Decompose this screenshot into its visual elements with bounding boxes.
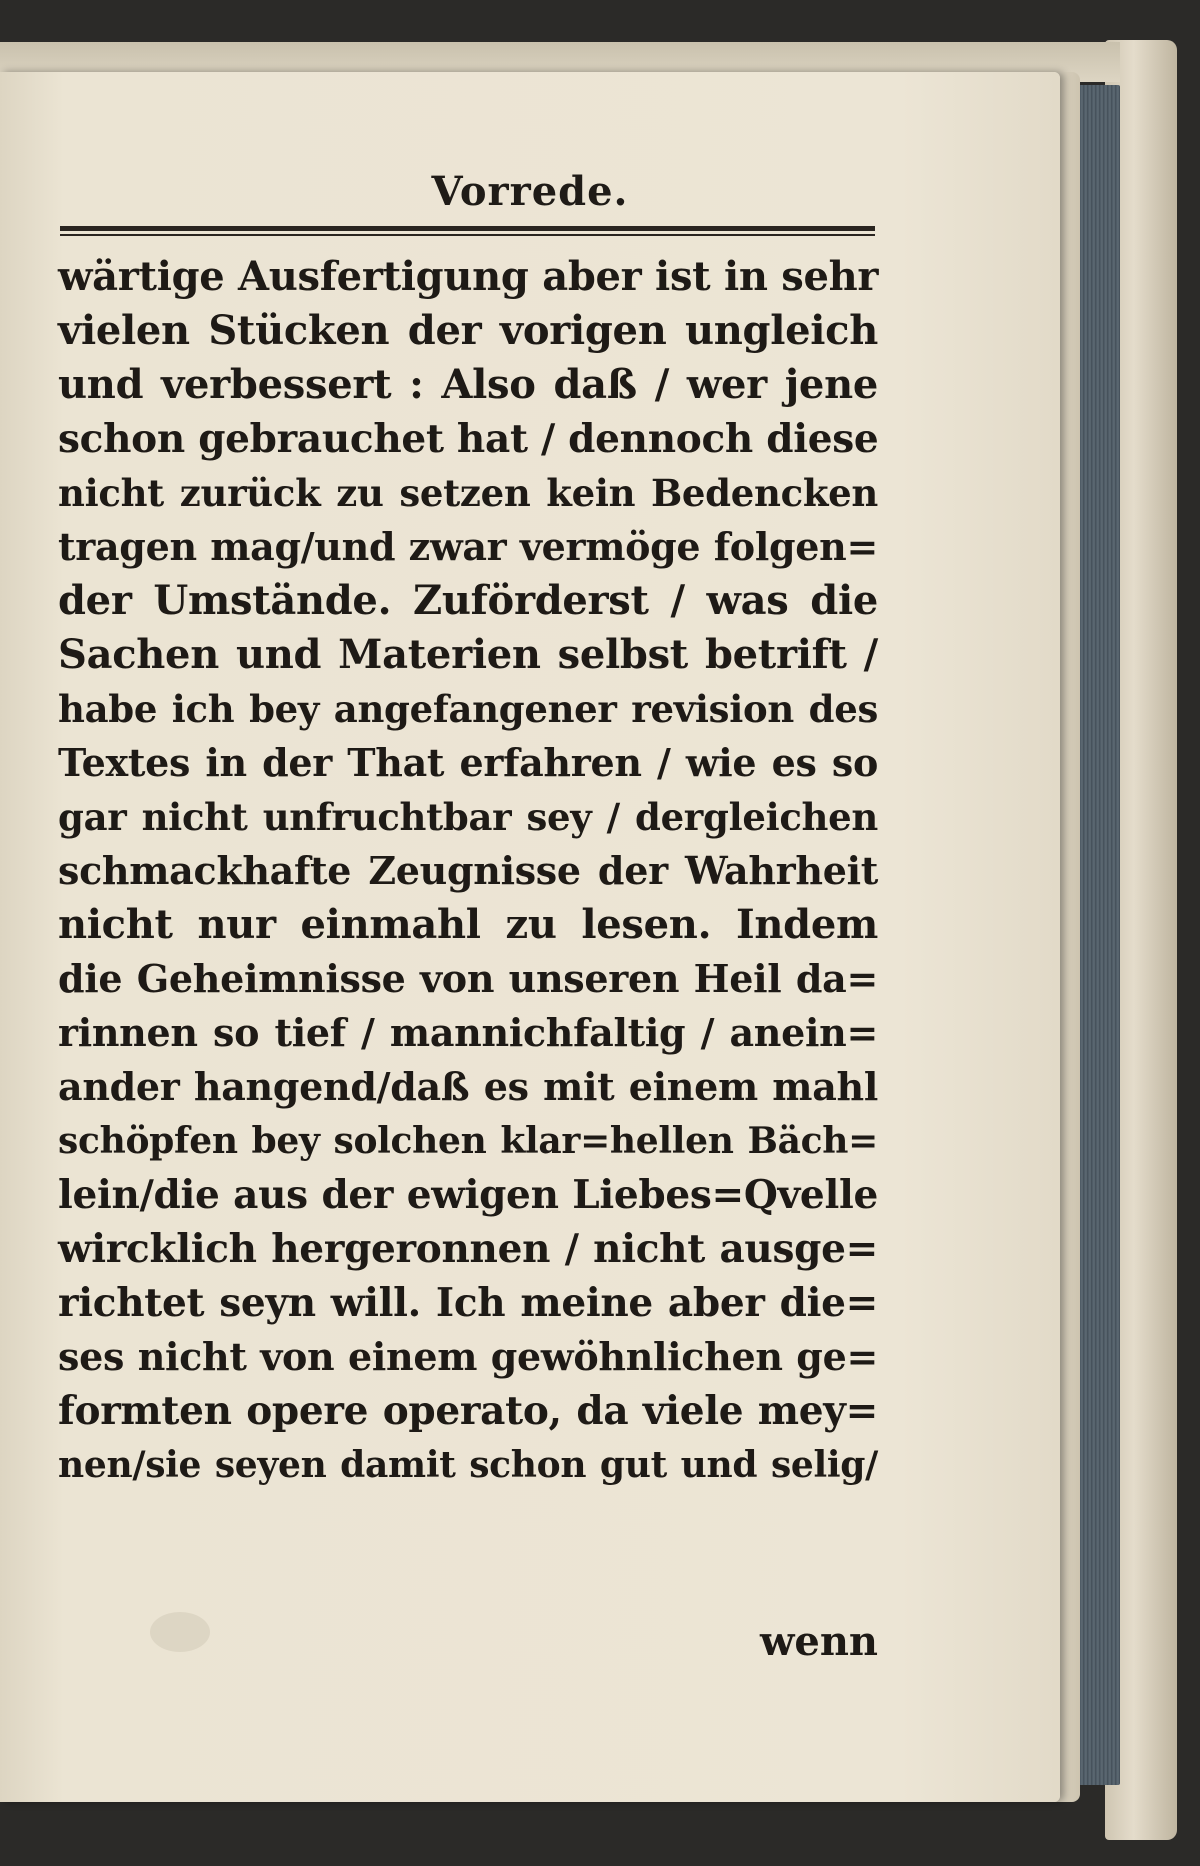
- text-line: Textes in der That erfahren / wie es so: [58, 740, 878, 785]
- text-line: schmackhafte Zeugnisse der Wahrheit: [58, 848, 878, 893]
- text-line: Sachen und Materien selbst betrift /: [58, 631, 878, 678]
- text-line: ander hangend/daß es mit einem mahl: [58, 1064, 878, 1109]
- text-line: wärtige Ausfertigung aber ist in sehr: [58, 253, 879, 300]
- text-line: der Umstände. Zuförderst / was die: [58, 577, 878, 624]
- body-text: [58, 250, 878, 1492]
- text-line: vielen Stücken der vorigen ungleich: [58, 307, 878, 354]
- catchword: wenn: [759, 1618, 878, 1665]
- text-line: lein/die aus der ewigen Liebes=Qvelle: [58, 1172, 878, 1218]
- text-line: gar nicht unfruchtbar sey / dergleichen: [58, 795, 878, 839]
- header-rule: [60, 226, 875, 231]
- text-line: die Geheimnisse von unseren Heil da=: [58, 956, 878, 1001]
- text-line: rinnen so tief / mannichfaltig / anein=: [58, 1010, 878, 1055]
- text-line: nen/sie seyen damit schon gut und selig/: [58, 1444, 878, 1486]
- header-rule-thin: [60, 234, 875, 236]
- text-line: habe ich bey angefangener revision des: [58, 687, 878, 731]
- text-line: wircklich hergeronnen / nicht ausge=: [58, 1226, 878, 1272]
- text-line: formten opere operato, da viele mey=: [58, 1388, 878, 1434]
- text-line: nicht zurück zu setzen kein Bedencken: [58, 471, 878, 515]
- running-head: Vorrede.: [431, 168, 629, 215]
- text-line: schöpfen bey solchen klar=hellen Bäch=: [58, 1120, 878, 1162]
- text-line: ses nicht von einem gewöhnlichen ge=: [58, 1334, 878, 1379]
- text-line: tragen mag/und zwar vermöge folgen=: [58, 524, 878, 569]
- text-line: und verbessert : Also daß / wer jene: [58, 361, 878, 408]
- text-line: schon gebrauchet hat / dennoch diese: [58, 416, 879, 462]
- text-line: richtet seyn will. Ich meine aber die=: [58, 1280, 878, 1326]
- text-line: nicht nur einmahl zu lesen. Indem: [58, 901, 878, 948]
